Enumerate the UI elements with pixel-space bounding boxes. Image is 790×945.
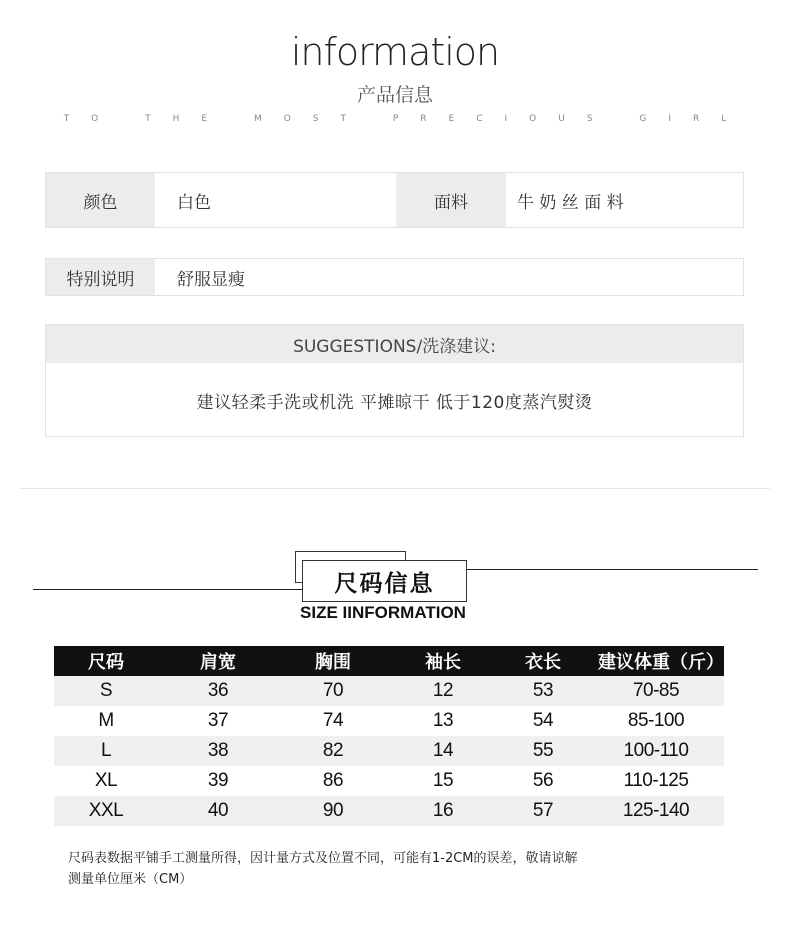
suggestions-box <box>45 324 744 437</box>
header-sleeve: 袖长 <box>388 646 498 676</box>
table-row <box>54 766 724 796</box>
cell-weight: 125-140 <box>588 796 724 826</box>
cell-size: M <box>98 710 114 731</box>
cell-length: 55 <box>498 736 588 766</box>
cell-length: 57 <box>498 796 588 826</box>
cell-sleeve: 16 <box>388 796 498 826</box>
note-line-2: 测量单位厘米（CM） <box>68 872 193 887</box>
size-title-cn: 尺码信息 <box>302 560 467 602</box>
cell-shoulder: 38 <box>158 736 278 766</box>
cell-shoulder: 39 <box>207 770 229 791</box>
cell-bust: 86 <box>322 770 344 791</box>
cell-size: XL <box>94 770 118 791</box>
title-line-left <box>33 589 303 590</box>
cell-size: S <box>54 676 158 706</box>
table-row <box>54 796 724 826</box>
cell-bust: 74 <box>322 710 344 731</box>
page-title: information <box>290 30 500 74</box>
cell-weight: 100-110 <box>588 736 724 766</box>
cell-shoulder: 40 <box>158 796 278 826</box>
special-row <box>45 258 744 296</box>
cell-length: 56 <box>532 770 554 791</box>
tagline: TO THE MOST PRECIOUS GIRL <box>63 114 749 124</box>
note-line-1: 尺码表数据平铺手工测量所得，因计量方式及位置不同，可能有1-2CM的误差，敬请谅解 <box>68 851 578 866</box>
size-table <box>54 646 724 826</box>
special-label: 特别说明 <box>46 259 155 295</box>
attributes-row <box>45 172 744 228</box>
header-shoulder: 肩宽 <box>158 646 278 676</box>
table-row <box>54 736 724 766</box>
cell-sleeve: 14 <box>388 736 498 766</box>
cell-size: L <box>54 736 158 766</box>
header-length: 衣长 <box>498 646 588 676</box>
cell-sleeve: 12 <box>388 676 498 706</box>
cell-sleeve: 15 <box>432 770 454 791</box>
suggestions-text: 建议轻柔手洗或机洗 平摊晾干 低于120度蒸汽熨烫 <box>196 393 593 413</box>
title-line-right <box>466 569 758 570</box>
cell-bust: 82 <box>278 736 388 766</box>
table-row <box>54 706 724 736</box>
cell-weight: 70-85 <box>588 676 724 706</box>
cell-sleeve: 13 <box>432 710 454 731</box>
section-divider <box>20 488 770 489</box>
table-row <box>54 676 724 706</box>
size-table-header <box>54 646 724 676</box>
cell-shoulder: 37 <box>207 710 229 731</box>
header-size: 尺码 <box>54 646 158 676</box>
header-bust: 胸围 <box>278 646 388 676</box>
measurement-note <box>68 848 708 890</box>
fabric-label: 面料 <box>396 173 506 227</box>
special-value: 舒服显瘦 <box>177 269 245 290</box>
suggestions-title: SUGGESTIONS/洗涤建议: <box>46 325 743 363</box>
cell-size: XXL <box>54 796 158 826</box>
fabric-value: 牛 奶 丝 面 料 <box>517 192 624 213</box>
cell-bust: 90 <box>278 796 388 826</box>
cell-weight: 85-100 <box>627 710 685 731</box>
size-title-en: SIZE IINFORMATION <box>300 603 466 622</box>
color-value: 白色 <box>177 192 211 213</box>
cell-weight: 110-125 <box>623 770 689 791</box>
color-label: 颜色 <box>46 173 155 227</box>
page-subtitle: 产品信息 <box>356 84 433 106</box>
cell-length: 53 <box>498 676 588 706</box>
header-weight: 建议体重（斤） <box>588 646 724 676</box>
cell-length: 54 <box>532 710 554 731</box>
cell-bust: 70 <box>278 676 388 706</box>
cell-shoulder: 36 <box>158 676 278 706</box>
